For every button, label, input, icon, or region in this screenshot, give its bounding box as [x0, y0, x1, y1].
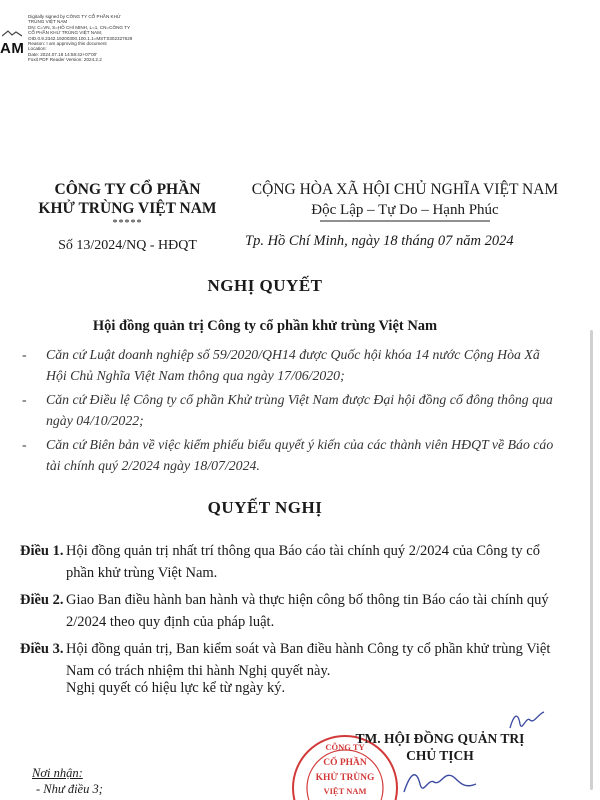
seal-text: KHỬ TRÙNG	[315, 773, 375, 783]
company-name-line2: KHỬ TRÙNG VIỆT NAM	[38, 200, 217, 217]
signature-line: Reason: I am approving this document	[28, 41, 107, 47]
effective-clause: Nghị quyết có hiệu lực kể từ ngày ký.	[66, 680, 286, 696]
signature-line: DN: C=VN, S=HỒ CHÍ MINH, L=1, CN=CÔNG TY	[28, 24, 131, 30]
article-label: Điều 1.	[20, 543, 64, 559]
handwritten-initial-icon	[508, 706, 548, 736]
signature-line: TRÙNG VIỆT NAM	[28, 19, 68, 25]
signature-line: Location:	[28, 46, 47, 52]
article-label: Điều 3.	[20, 641, 64, 657]
signatory-line1: TM. HỘI ĐỒNG QUẢN TRỊ	[355, 731, 525, 746]
country-name: CỘNG HÒA XÃ HỘI CHỦ NGHĨA VIỆT NAM	[251, 181, 559, 198]
national-motto: Độc Lập – Tự Do – Hạnh Phúc	[311, 202, 499, 218]
signature-line: Date: 2024.07.18 14:58:42+07'00'	[28, 51, 98, 57]
seal-text: CỔ PHẦN	[323, 758, 367, 768]
signature-line: OID.0.9.2342.19200300.100.1.1=MST:0302327629	[28, 35, 133, 41]
motto-underline	[320, 220, 490, 223]
company-name-line1: CÔNG TY CỔ PHẦN	[54, 181, 201, 198]
stars-separator: *****	[112, 218, 143, 229]
company-header	[20, 180, 235, 254]
document-subtitle: Hội đồng quản trị Công ty cổ phần khử trùng Việt Nam	[92, 318, 438, 334]
national-header	[215, 180, 595, 220]
signature-line: Foxit PDF Reader Version: 2024.2.2	[28, 57, 102, 63]
seal-text: VIỆT NAM	[323, 786, 367, 796]
signatory-line2: CHỦ TỊCH	[406, 748, 474, 763]
legal-basis-text: Căn cứ Điều lệ Công ty cổ phần Khử trùng Việt Nam được Đại hội đồng cổ đông thông qua ngày 04/10/2022;	[46, 392, 553, 428]
legal-basis-text: Căn cứ Biên bản về việc kiểm phiếu biểu quyết ý kiến của các thành viên HĐQT về Báo cáo tài chính quý 2/2024 ngày 18/07/2024.	[46, 437, 554, 473]
recipients-heading: Nơi nhận:	[32, 766, 83, 780]
legal-basis-item	[20, 345, 560, 386]
legal-basis-text: Căn cứ Luật doanh nghiệp số 59/2020/QH14 được Quốc hội khóa 14 nước Cộng Hòa Xã Hội Chủ Nghĩa Việt Nam thông qua ngày 17/06/2020;	[46, 347, 540, 383]
article-text: Hội đồng quản trị nhất trí thông qua Báo cáo tài chính quý 2/2024 của Công ty cổ phần khử trùng Việt Nam.	[66, 543, 540, 581]
article-item	[20, 639, 560, 682]
seal-text: CÔNG TY	[325, 742, 365, 752]
handwritten-signature-icon	[400, 764, 480, 800]
recipients-block	[32, 765, 103, 797]
legal-basis-item	[20, 390, 560, 431]
bullet-dash: -	[22, 347, 27, 362]
document-title: NGHỊ QUYẾT	[207, 276, 323, 295]
article-label: Điều 2.	[20, 592, 64, 608]
recipient-item: - Như điều 3;	[36, 782, 103, 796]
bullet-dash: -	[22, 392, 27, 407]
article-text: Hội đồng quản trị, Ban kiểm soát và Ban điều hành Công ty cổ phần khử trùng Việt Nam có trách nhiệm thi hành Nghị quyết này.	[66, 641, 551, 679]
scrollbar[interactable]	[590, 330, 593, 790]
signature-logo-icon	[2, 30, 22, 38]
article-item	[20, 541, 560, 584]
signature-logo-text: AM	[0, 40, 25, 57]
article-text: Giao Ban điều hành ban hành và thực hiện công bố thông tin Báo cáo tài chính quý 2/2024 theo quy định của pháp luật.	[66, 592, 549, 630]
digital-signature-info	[28, 14, 208, 63]
document-number: Số 13/2024/NQ - HĐQT	[58, 238, 197, 253]
legal-basis-list	[20, 345, 560, 480]
article-item	[20, 590, 560, 633]
articles-list	[20, 541, 560, 688]
bullet-dash: -	[22, 437, 27, 452]
signature-line: CỔ PHẦN KHỬ TRÙNG VIỆT NAM,	[28, 30, 103, 36]
signature-line: Digitally signed by CÔNG TY CỔ PHẦN KHỬ	[28, 14, 121, 19]
city-date: Tp. Hồ Chí Minh, ngày 18 tháng 07 năm 2024	[245, 233, 514, 249]
resolution-heading: QUYẾT NGHỊ	[207, 498, 323, 517]
legal-basis-item	[20, 435, 560, 476]
